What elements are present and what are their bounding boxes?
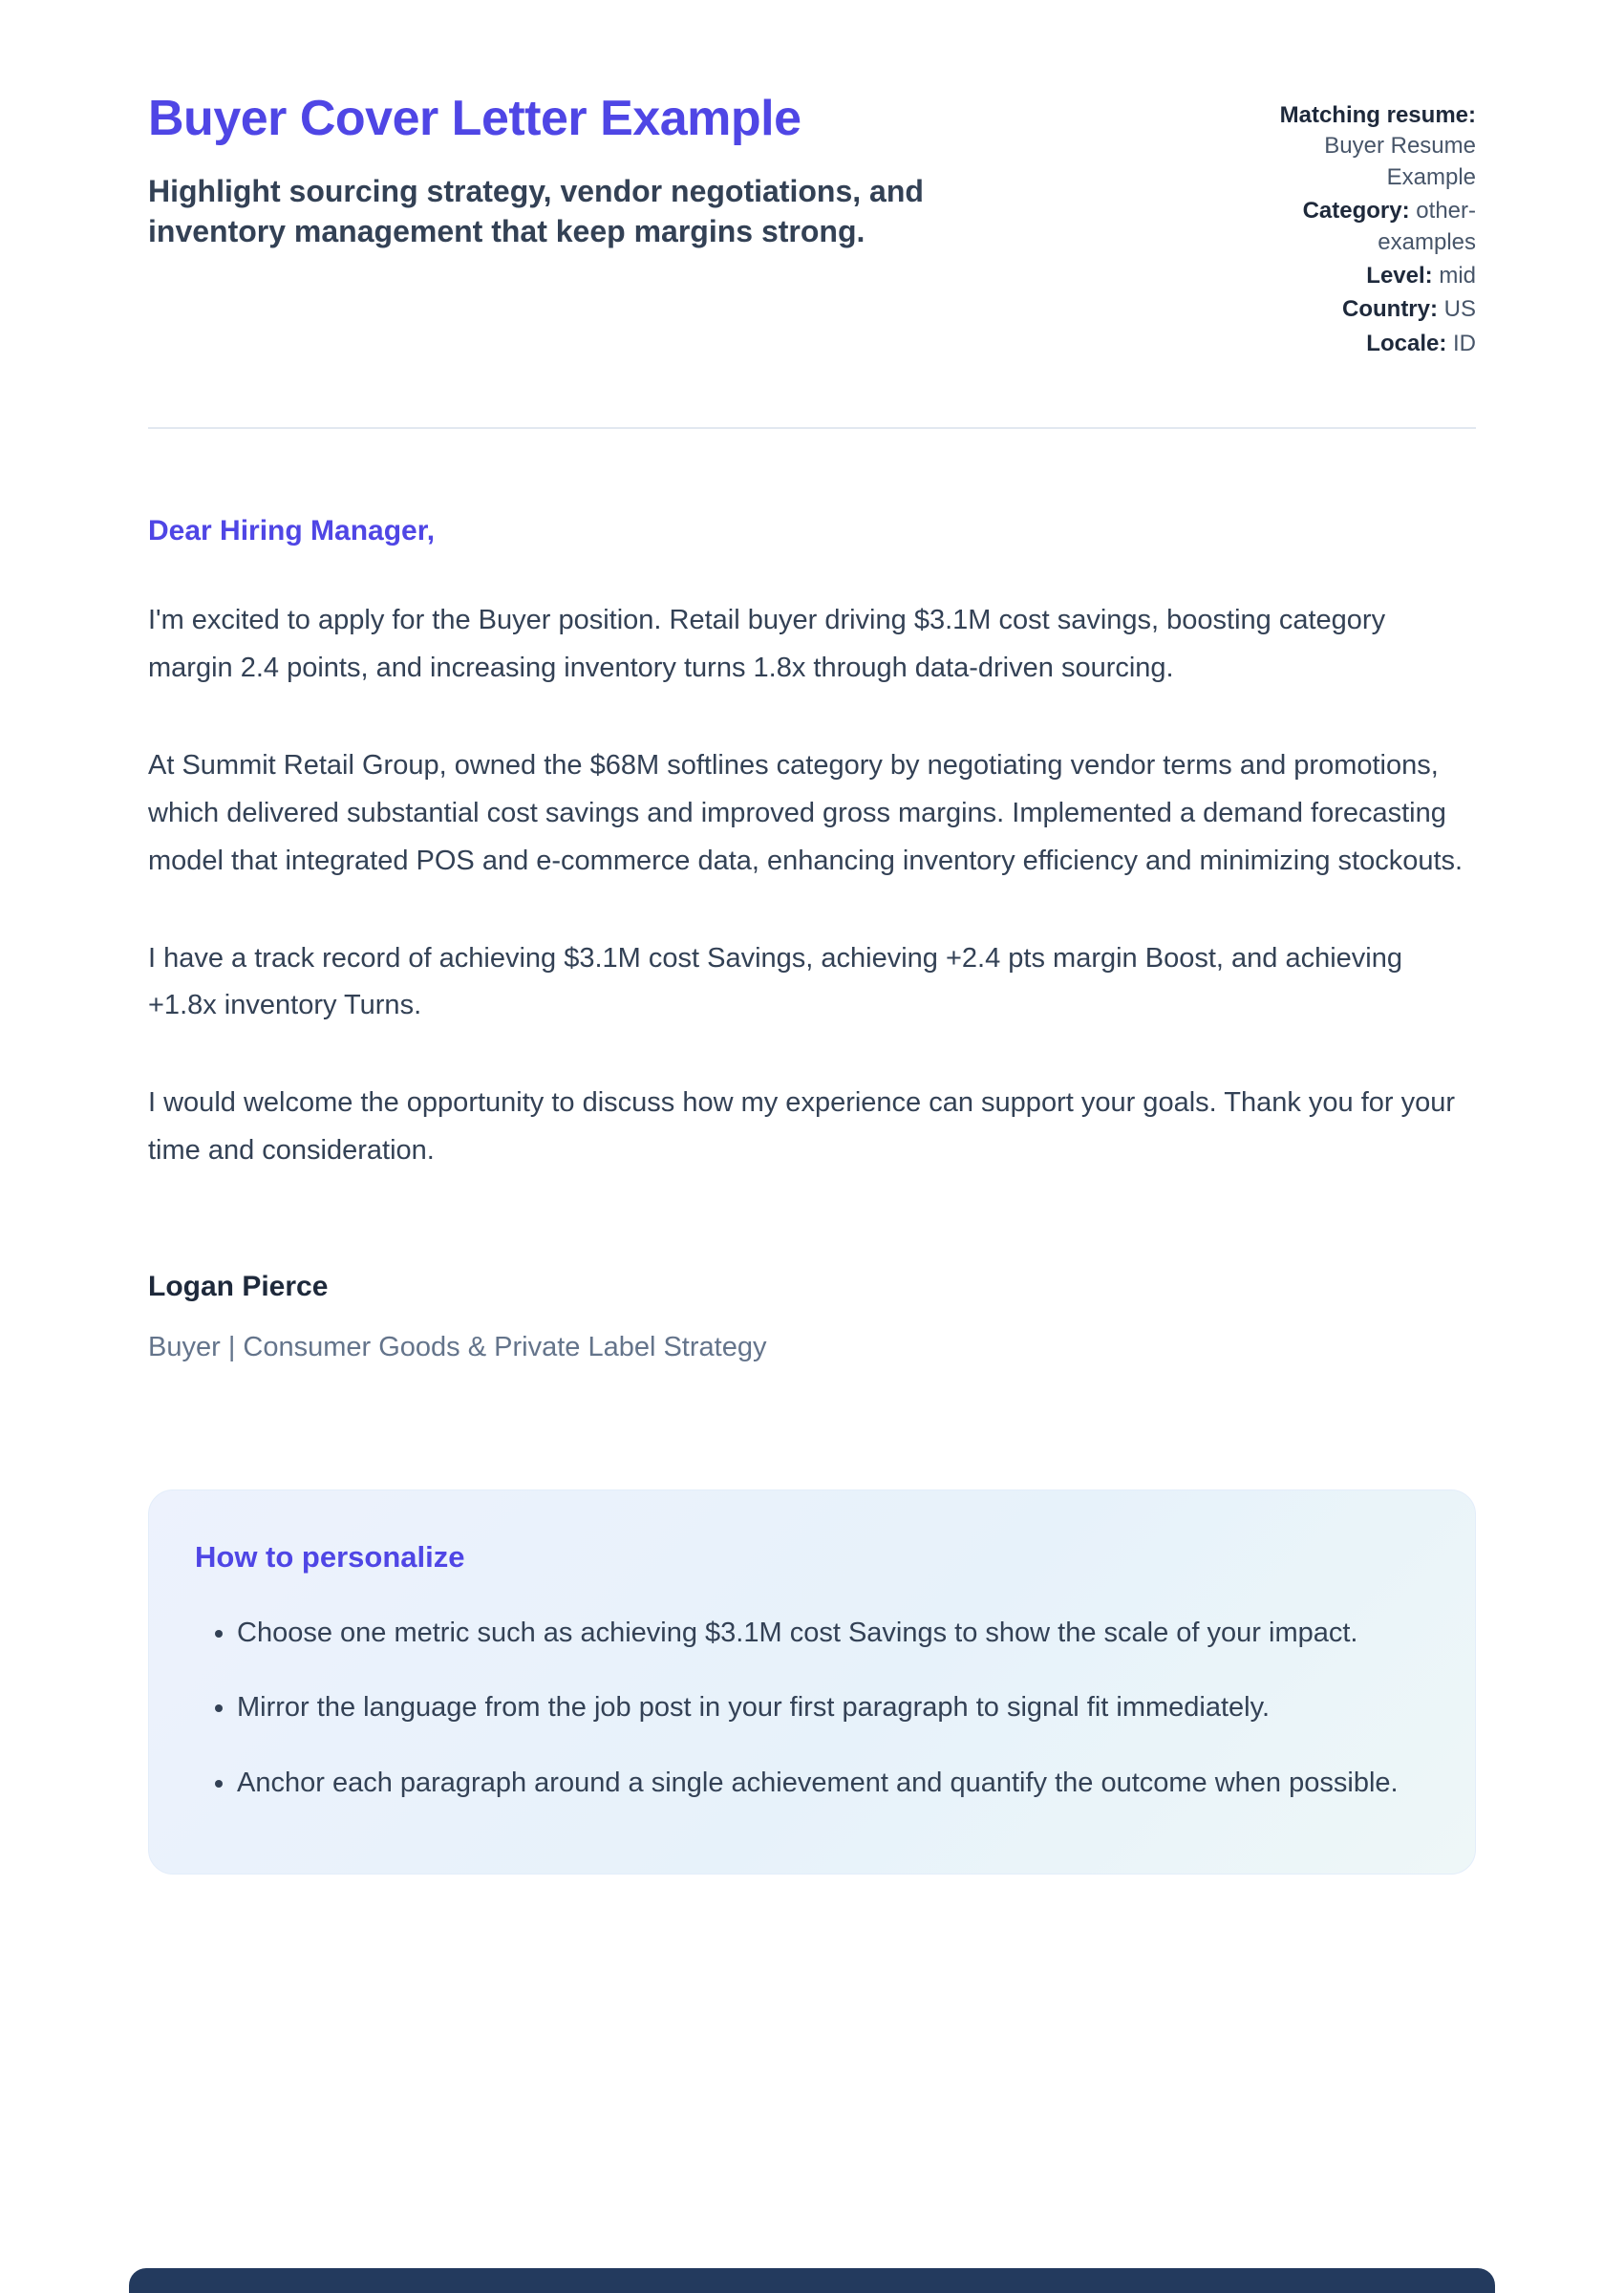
page-title: Buyer Cover Letter Example bbox=[148, 91, 801, 146]
meta-row-country bbox=[1247, 294, 1476, 325]
header bbox=[148, 91, 1476, 362]
tips-list bbox=[195, 1611, 1429, 1805]
header-left bbox=[148, 91, 1056, 252]
letter-paragraph-4: I would welcome the opportunity to discuss how my experience can support your goals. Thank you for your time and consideration. bbox=[148, 1087, 1456, 1167]
letter-body bbox=[148, 429, 1476, 1363]
meta-row-matching-resume bbox=[1247, 100, 1476, 193]
signature-title: Buyer | Consumer Goods & Private Label Strategy bbox=[148, 1332, 767, 1362]
salutation: Dear Hiring Manager, bbox=[148, 515, 436, 547]
meta-label: Matching resume: bbox=[1279, 102, 1476, 128]
tip-item-1: • Choose one metric such as achieving $3.1M cost Savings to show the scale of your impact. bbox=[237, 1611, 1429, 1655]
meta-label: Country: bbox=[1342, 296, 1438, 323]
meta-label: Category: bbox=[1302, 198, 1410, 225]
meta-value: US bbox=[1443, 296, 1476, 323]
page-subtitle: Highlight sourcing strategy, vendor negotiations, and inventory management that keep margins strong. bbox=[148, 173, 924, 249]
meta-value: ID bbox=[1453, 330, 1476, 356]
meta-row-level bbox=[1247, 261, 1476, 291]
meta-label: Locale: bbox=[1366, 330, 1447, 356]
meta-row-category bbox=[1247, 196, 1476, 258]
signature-name: Logan Pierce bbox=[148, 1271, 329, 1302]
meta-value: Buyer Resume Example bbox=[1324, 133, 1476, 190]
letter-paragraph-3: I have a track record of achieving $3.1M cost Savings, achieving +2.4 pts margin Boost, and achieving +1.8x inventory Turns. bbox=[148, 942, 1402, 1021]
tip-item-3: • Anchor each paragraph around a single achievement and quantify the outcome when possible. bbox=[237, 1761, 1429, 1805]
letter-paragraph-2: At Summit Retail Group, owned the $68M softlines category by negotiating vendor terms and promotions, which delivered substantial cost savings and improved gross margins. Implemented a demand forecasting model that integrated POS and e-commerce data, enhancing inventory efficiency and minimizing stockouts. bbox=[148, 749, 1464, 876]
tips-title: How to personalize bbox=[195, 1540, 465, 1574]
meta-value: mid bbox=[1439, 262, 1476, 289]
meta-panel bbox=[1247, 91, 1476, 362]
tip-item-2: • Mirror the language from the job post in your first paragraph to signal fit immediately. bbox=[237, 1685, 1429, 1729]
tips-card bbox=[148, 1489, 1476, 1875]
footer-bar bbox=[129, 2268, 1495, 2293]
letter-paragraph-1: I'm excited to apply for the Buyer position. Retail buyer driving $3.1M cost savings, boosting category margin 2.4 points, and increasing inventory turns 1.8x through data-driven sourcing. bbox=[148, 605, 1386, 683]
meta-label: Level: bbox=[1366, 262, 1433, 289]
meta-value: other-examples bbox=[1378, 198, 1476, 255]
meta-row-locale bbox=[1247, 329, 1476, 359]
